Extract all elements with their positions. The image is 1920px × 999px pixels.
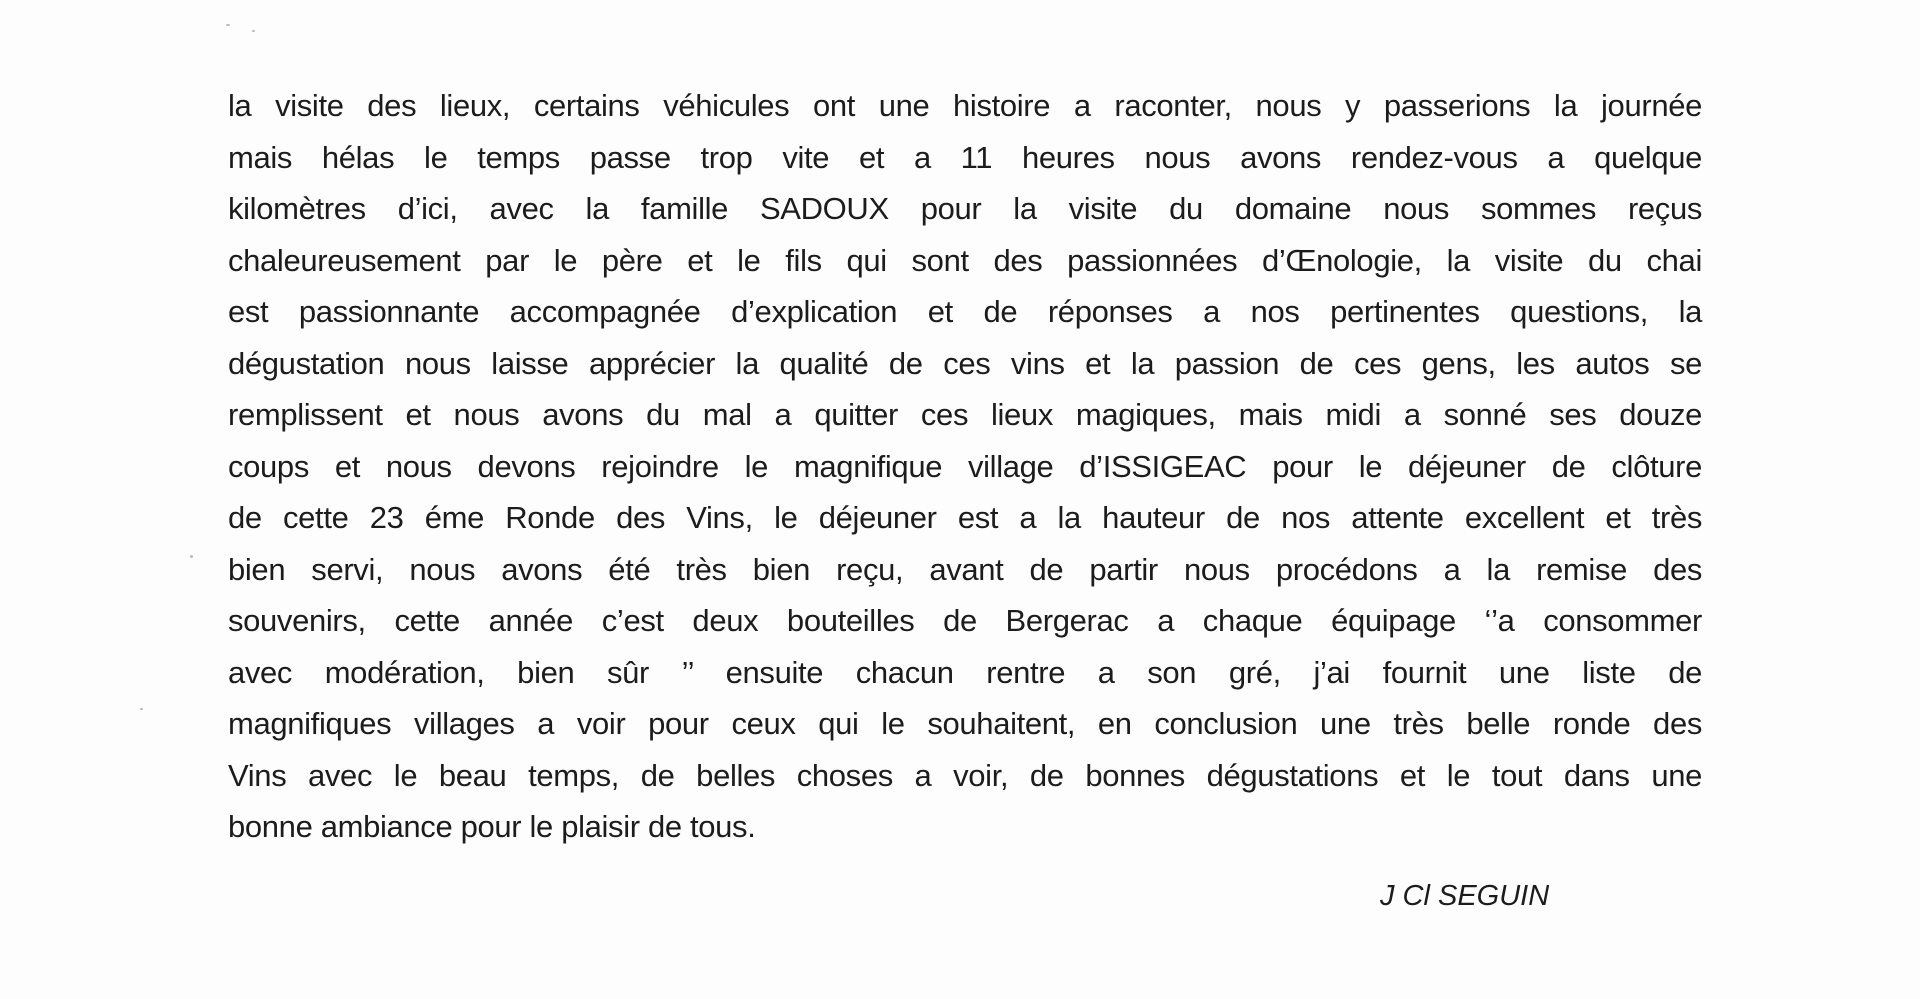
scan-speck bbox=[190, 555, 193, 558]
scan-speck bbox=[226, 24, 230, 26]
letter-line: remplissent et nous avons du mal a quitter ces lieux magiques, mais midi a sonné ses douze bbox=[228, 397, 1702, 432]
letter-line: mais hélas le temps passe trop vite et a 11 heures nous avons rendez-vous a quelque bbox=[228, 139, 1702, 175]
letter-line: chaleureusement par le père et le fils qui sont des passionnées d’Œnologie, la visite du chai bbox=[228, 242, 1702, 278]
letter-line: kilomètres d’ici, avec la famille SADOUX pour la visite du domaine nous sommes reçus bbox=[228, 191, 1702, 226]
scan-speck bbox=[252, 30, 255, 32]
letter-line: souvenirs, cette année c’est deux bouteilles de Bergerac a chaque équipage ‘’a consommer bbox=[228, 603, 1702, 638]
letter-line: magnifiques villages a voir pour ceux qui le souhaitent, en conclusion une très belle ronde des bbox=[228, 706, 1702, 741]
letter-body bbox=[228, 80, 1702, 853]
letter-line: est passionnante accompagnée d’explication et de réponses a nos pertinentes questions, la bbox=[228, 294, 1702, 329]
letter-line: bien servi, nous avons été très bien reçu, avant de partir nous procédons a la remise des bbox=[228, 551, 1702, 587]
letter-line: de cette 23 éme Ronde des Vins, le déjeuner est a la hauteur de nos attente excellent et très bbox=[228, 500, 1702, 535]
signature: J Cl SEGUIN bbox=[1380, 880, 1550, 912]
letter-line: dégustation nous laisse apprécier la qualité de ces vins et la passion de ces gens, les autos se bbox=[228, 345, 1702, 381]
letter-line: bonne ambiance pour le plaisir de tous. bbox=[228, 809, 756, 844]
letter-line: la visite des lieux, certains véhicules ont une histoire a raconter, nous y passerions la journée bbox=[228, 88, 1702, 123]
letter-line: Vins avec le beau temps, de belles choses a voir, de bonnes dégustations et le tout dans une bbox=[228, 757, 1702, 793]
letter-line: avec modération, bien sûr ’’ ensuite chacun rentre a son gré, j’ai fournit une liste de bbox=[228, 654, 1702, 690]
scan-speck bbox=[140, 708, 143, 710]
letter-line: coups et nous devons rejoindre le magnifique village d’ISSIGEAC pour le déjeuner de clôture bbox=[228, 448, 1702, 484]
